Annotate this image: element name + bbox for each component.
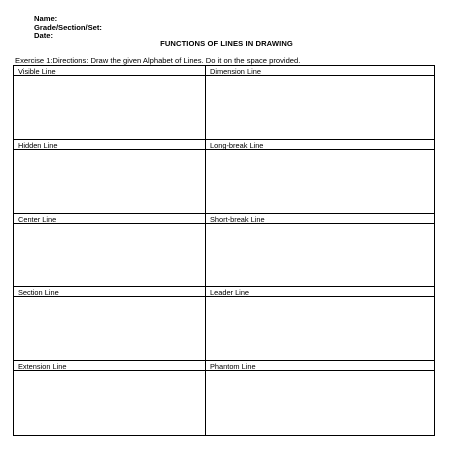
cell-label: Phantom Line [210, 362, 256, 372]
drawing-cell-long-break-line[interactable] [206, 140, 434, 214]
drawing-cell-short-break-line[interactable] [206, 214, 434, 288]
drawing-cell-visible-line[interactable] [14, 66, 206, 140]
label-divider [14, 296, 205, 297]
grade-section-set-label: Grade/Section/Set: [34, 22, 102, 32]
drawing-cell-extension-line[interactable] [14, 361, 206, 435]
name-label: Name: [34, 14, 58, 23]
drawing-cell-center-line[interactable] [14, 214, 206, 288]
cell-label: Short-break Line [210, 214, 265, 224]
label-divider [206, 296, 434, 297]
cell-label: Leader Line [210, 288, 250, 298]
cell-label: Extension Line [18, 362, 67, 372]
cell-label: Dimension Line [210, 67, 261, 76]
label-divider [206, 370, 434, 371]
lines-exercise-grid [13, 65, 435, 436]
label-divider [206, 75, 434, 76]
label-divider [14, 223, 205, 224]
label-divider [14, 75, 205, 76]
drawing-cell-section-line[interactable] [14, 287, 206, 361]
drawing-cell-dimension-line[interactable] [206, 66, 434, 140]
cell-label: Center Line [18, 214, 57, 224]
date-label: Date: [34, 31, 53, 41]
drawing-cell-phantom-line[interactable] [206, 361, 434, 435]
cell-label: Long-break Line [210, 140, 264, 150]
drawing-cell-leader-line[interactable] [206, 287, 434, 361]
label-divider [14, 370, 205, 371]
label-divider [206, 223, 434, 224]
cell-label: Section Line [18, 288, 59, 298]
drawing-cell-hidden-line[interactable] [14, 140, 206, 214]
worksheet-title: FUNCTIONS OF LINES IN DRAWING [160, 39, 293, 48]
exercise-directions: Exercise 1:Directions: Draw the given Alphabet of Lines. Do it on the space provided. [15, 56, 301, 65]
label-divider [14, 149, 205, 150]
cell-label: Visible Line [18, 67, 56, 76]
cell-label: Hidden Line [18, 140, 58, 150]
label-divider [206, 149, 434, 150]
student-info-fields [34, 15, 102, 41]
